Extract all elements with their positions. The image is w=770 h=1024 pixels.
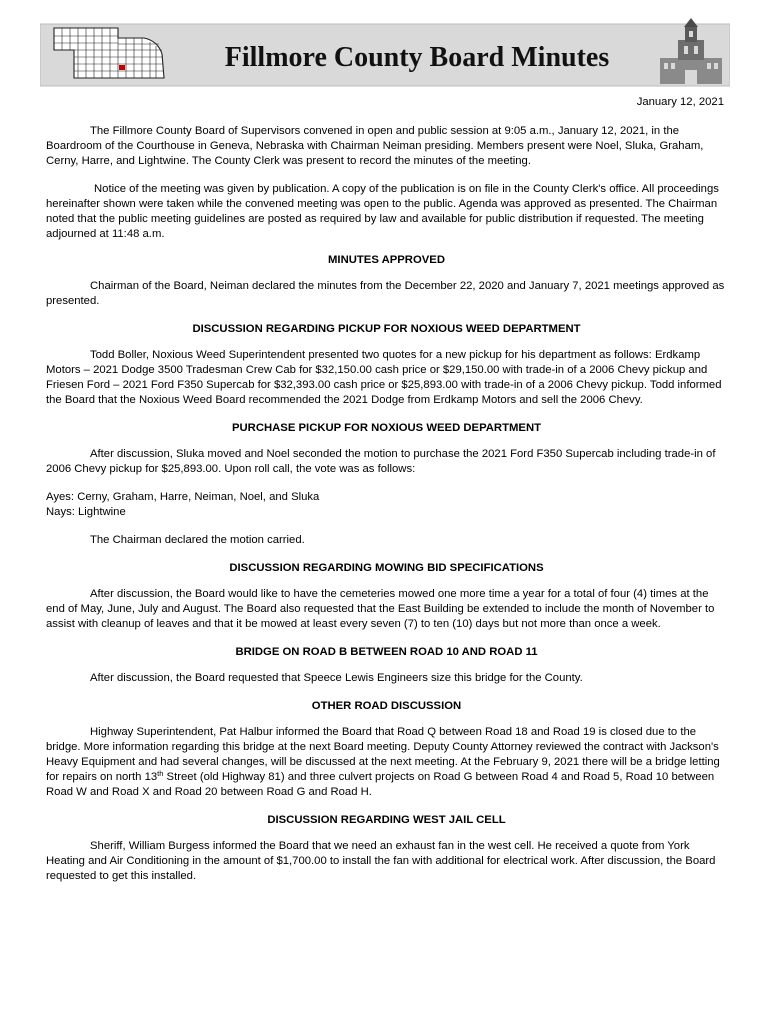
notice-paragraph: Notice of the meeting was given by publication. A copy of the publication is on file in the County Clerk's office. All proceedings hereinafter shown were taken while the convened meeting was open to the public. Agenda was approved as presented. The Chairman noted that the public meeting guidelines are posted as required by law and available for public distribution if requested. The meeting adjourned at 11:48 a.m. [46, 183, 719, 240]
section-heading-road: OTHER ROAD DISCUSSION [311, 700, 462, 712]
pickup-purchase-paragraph: After discussion, Sluka moved and Noel seconded the motion to purchase the 2021 Ford F350 Supercab including trade-in of 2006 Chevy pickup for $25,893.00. Upon roll call, the vote was as follows: [46, 448, 716, 475]
ordinal-suffix: th [157, 769, 164, 778]
minutes-paragraph: Chairman of the Board, Neiman declared the minutes from the December 22, 2020 and January 7, 2021 meetings approved as presented. [46, 280, 725, 307]
jail-paragraph: Sheriff, William Burgess informed the Board that we need an exhaust fan in the west cell. He received a quote from York Heating and Air Conditioning in the amount of $1,700.00 to install the fan with additional for electrical work. After discussion, the Board requested to get this installed. [46, 840, 716, 882]
mowing-paragraph: After discussion, the Board would like to have the cemeteries mowed one more time a year for a total of four (4) times at the end of May, June, July and August. The Board also requested that the East Building be extended to include the month of November to assist with cleanup of leaves and that it be mowed at least every seven (7) to ten (10) days but not more than once a week. [46, 588, 715, 630]
road-text-part-2: Street (old Highway 81) and three culvert projects on Road G between Road 4 and Road 5, Road 10 between Road W and Road X and Road 20 between Road G and Road H. [46, 771, 715, 798]
fillmore-county-marker [119, 65, 125, 70]
document-title: Fillmore County Board Minutes [224, 42, 610, 73]
road-text-part-1: Highway Superintendent, Pat Halbur informed the Board that Road Q between Road 18 and Road 19 is closed due to the bridge. More information regarding this bridge at the next Board meeting. Deputy County Attorney reviewed the contract with Jackson's Heavy Equipment and had several changes, will be discussed at the next meeting. At the February 9, 2021 there will be a bridge letting for repairs on north 13 [46, 726, 720, 783]
section-heading-pickup-purchase: PURCHASE PICKUP FOR NOXIOUS WEED DEPARTMENT [231, 422, 541, 434]
bridge-paragraph: After discussion, the Board requested that Speece Lewis Engineers size this bridge for the County. [90, 672, 583, 684]
section-heading-bridge: BRIDGE ON ROAD B BETWEEN ROAD 10 AND ROAD 11 [235, 646, 538, 658]
section-heading-jail: DISCUSSION REGARDING WEST JAIL CELL [267, 814, 506, 826]
minutes-body [46, 124, 727, 884]
road-paragraph [46, 725, 727, 800]
banner-graphic [40, 18, 730, 91]
header-banner [40, 18, 730, 91]
section-heading-minutes: MINUTES APPROVED [328, 254, 445, 266]
pickup-discussion-paragraph: Todd Boller, Noxious Weed Superintendent presented two quotes for a new pickup for his department as follows: Erdkamp Motors – 2021 Dodge 3500 Tradesman Crew Cab for $32,150.00 cash price or $29,150.00 with trade-in of a 2006 Chevy pickup and Friesen Ford – 2021 Ford F350 Supercab for $32,393.00 cash price or $25,893.00 with trade-in of a 2006 Chevy pickup. Todd informed the Board that the Noxious Weed Board recommended the 2021 Dodge from Erdkamp Motors and sell the 2006 Chevy. [46, 349, 722, 406]
section-heading-pickup-discussion: DISCUSSION REGARDING PICKUP FOR NOXIOUS WEED DEPARTMENT [192, 323, 581, 335]
vote-ayes: Ayes: Cerny, Graham, Harre, Neiman, Noel, and Sluka [46, 491, 320, 503]
intro-paragraph: The Fillmore County Board of Supervisors convened in open and public session at 9:05 a.m., January 12, 2021, in the Boardroom of the Courthouse in Geneva, Nebraska with Chairman Neiman presiding. Members present were Noel, Sluka, Graham, Cerny, Harre, and Lightwine. The County Clerk was present to record the minutes of the meeting. [46, 125, 704, 167]
motion-carried: The Chairman declared the motion carried. [90, 534, 305, 546]
section-heading-mowing: DISCUSSION REGARDING MOWING BID SPECIFICATIONS [229, 562, 544, 574]
vote-nays: Nays: Lightwine [46, 506, 126, 518]
meeting-date: January 12, 2021 [636, 96, 724, 108]
